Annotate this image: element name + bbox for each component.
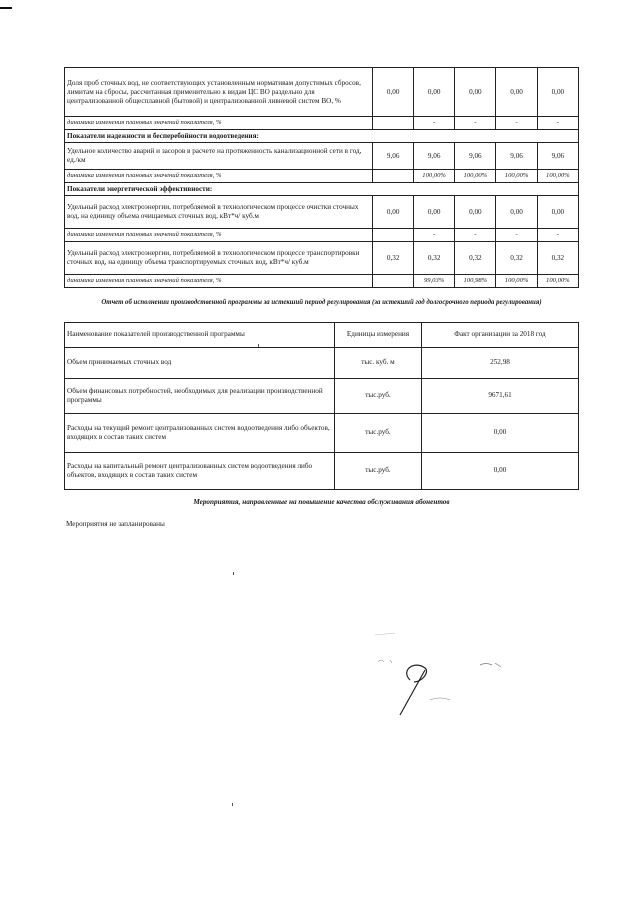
indicator-value-cell: [373, 117, 414, 130]
report-row-name: Объем принимаемых сточных вод: [65, 348, 335, 379]
handwritten-signature: [370, 630, 530, 720]
indicator-value-cell: [373, 229, 414, 242]
indicator-value-cell: 0,00: [496, 196, 537, 229]
report-row-unit: тыс. куб. м: [335, 348, 422, 379]
report-row: [65, 453, 579, 490]
report-row-name: Объем финансовых потребностей, необходимых для реализации производственной программы: [65, 379, 335, 414]
report-header-row: [65, 323, 579, 348]
scan-speck: [232, 803, 233, 806]
indicator-value-cell: 0,32: [496, 242, 537, 275]
indicator-value-cell: 0,00: [455, 68, 496, 117]
indicator-value-cell: 100,00%: [496, 275, 537, 288]
report-row-value: 9671,61: [422, 379, 579, 414]
measures-title: Мероприятия, направленные на повышение качества обслуживания абонентов: [193, 498, 450, 506]
scan-corner-mark: [0, 7, 12, 9]
indicator-value-cell: 0,00: [373, 196, 414, 229]
section-title: Показатели надежности и бесперебойности водоотведения:: [65, 130, 579, 143]
indicator-value-cell: 9,06: [496, 143, 537, 170]
dynamics-row: [65, 229, 579, 242]
indicator-value-cell: [373, 170, 414, 183]
report-row-value: 252,98: [422, 348, 579, 379]
indicator-value-cell: -: [496, 117, 537, 130]
indicator-value-cell: 0,00: [496, 68, 537, 117]
report-row: [65, 348, 579, 379]
measures-text: Мероприятия не запланированы: [66, 520, 165, 528]
indicator-row: [65, 143, 579, 170]
report-row-name: Расходы на текущий ремонт централизованных систем водоотведения либо объектов, входящих в состав таких систем: [65, 414, 335, 453]
dynamics-label: динамика изменения плановых значений показателя, %: [65, 170, 373, 183]
scan-speck: [233, 572, 234, 575]
indicator-name: Удельное количество аварий и засоров в расчете на протяженность канализационной сети в год, ед./км: [65, 143, 373, 170]
report-header-unit: Единицы измерения: [335, 323, 422, 348]
section-header-row: [65, 130, 579, 143]
indicator-value-cell: -: [496, 229, 537, 242]
report-row: [65, 414, 579, 453]
indicator-value-cell: 0,32: [414, 242, 455, 275]
indicator-value-cell: 0,00: [455, 196, 496, 229]
indicator-value-cell: 9,06: [455, 143, 496, 170]
indicator-value-cell: 100,00%: [455, 170, 496, 183]
indicator-value-cell: -: [414, 229, 455, 242]
indicator-value-cell: 0,00: [373, 68, 414, 117]
indicator-value-cell: -: [414, 117, 455, 130]
section-title: Показатели энергетической эффективности:: [65, 183, 579, 196]
dynamics-row: [65, 117, 579, 130]
indicator-value-cell: 0,00: [414, 196, 455, 229]
indicator-value-cell: 99,03%: [414, 275, 455, 288]
indicator-value-cell: -: [455, 117, 496, 130]
indicator-value-cell: 100,00%: [537, 170, 578, 183]
indicator-row: [65, 68, 579, 117]
report-header-name: Наименование показателей производственной программы: [65, 323, 335, 348]
indicator-name: Доля проб сточных вод, не соответствующих установленным нормативам допустимых сбросов, лимитам на сбросы, рассчитанная применительно к видам ЦС ВО раздельно для централизованной общесплавной (бытовой) и централизованной ливневой систем ВО, %: [65, 68, 373, 117]
section-header-row: [65, 183, 579, 196]
indicator-value-cell: 100,00%: [414, 170, 455, 183]
report-row-value: 0,00: [422, 453, 579, 490]
indicators-table: [64, 67, 579, 288]
indicator-value-cell: 0,00: [537, 196, 578, 229]
indicator-value-cell: 100,00%: [496, 170, 537, 183]
indicator-row: [65, 196, 579, 229]
indicator-value-cell: 100,00%: [537, 275, 578, 288]
indicator-value-cell: 9,06: [537, 143, 578, 170]
dynamics-label: динамика изменения плановых значений показателя, %: [65, 117, 373, 130]
report-row: [65, 379, 579, 414]
indicator-value-cell: 0,32: [455, 242, 496, 275]
report-row-unit: тыс.руб.: [335, 379, 422, 414]
indicator-value-cell: -: [537, 117, 578, 130]
report-header-fact: Факт организации за 2018 год: [422, 323, 579, 348]
indicator-value-cell: 9,06: [414, 143, 455, 170]
indicator-value-cell: -: [455, 229, 496, 242]
report-row-unit: тыс.руб.: [335, 453, 422, 490]
dynamics-row: [65, 170, 579, 183]
report-row-value: 0,00: [422, 414, 579, 453]
dynamics-label: динамика изменения плановых значений показателя, %: [65, 275, 373, 288]
indicator-value-cell: [373, 275, 414, 288]
report-row-name: Расходы на капитальный ремонт централизованных систем водоотведения либо объектов, входящих в состав таких систем: [65, 453, 335, 490]
dynamics-label: динамика изменения плановых значений показателя, %: [65, 229, 373, 242]
indicator-value-cell: 0,00: [414, 68, 455, 117]
report-table: [64, 322, 579, 490]
indicator-value-cell: 0,32: [373, 242, 414, 275]
indicator-value-cell: -: [537, 229, 578, 242]
report-title: Отчет об исполнении производственной программы за истекший период регулирования (за истекший год долгосрочного периода регулирования): [101, 299, 542, 306]
indicator-name: Удельный расход электроэнергии, потребляемой в технологическом процессе очистки сточных вод, на единицу объема очищаемых сточных вод, кВт*ч/ куб.м: [65, 196, 373, 229]
scan-speck: [258, 344, 259, 347]
report-row-unit: тыс.руб.: [335, 414, 422, 453]
indicator-row: [65, 242, 579, 275]
indicator-name: Удельный расход электроэнергии, потребляемой в технологическом процессе транспортировки сточных вод, на единицу объема транспортируемых сточных вод, кВт*ч/ куб.м: [65, 242, 373, 275]
indicator-value-cell: 9,06: [373, 143, 414, 170]
indicator-value-cell: 0,00: [537, 68, 578, 117]
dynamics-row: [65, 275, 579, 288]
indicator-value-cell: 100,98%: [455, 275, 496, 288]
indicator-value-cell: 0,32: [537, 242, 578, 275]
